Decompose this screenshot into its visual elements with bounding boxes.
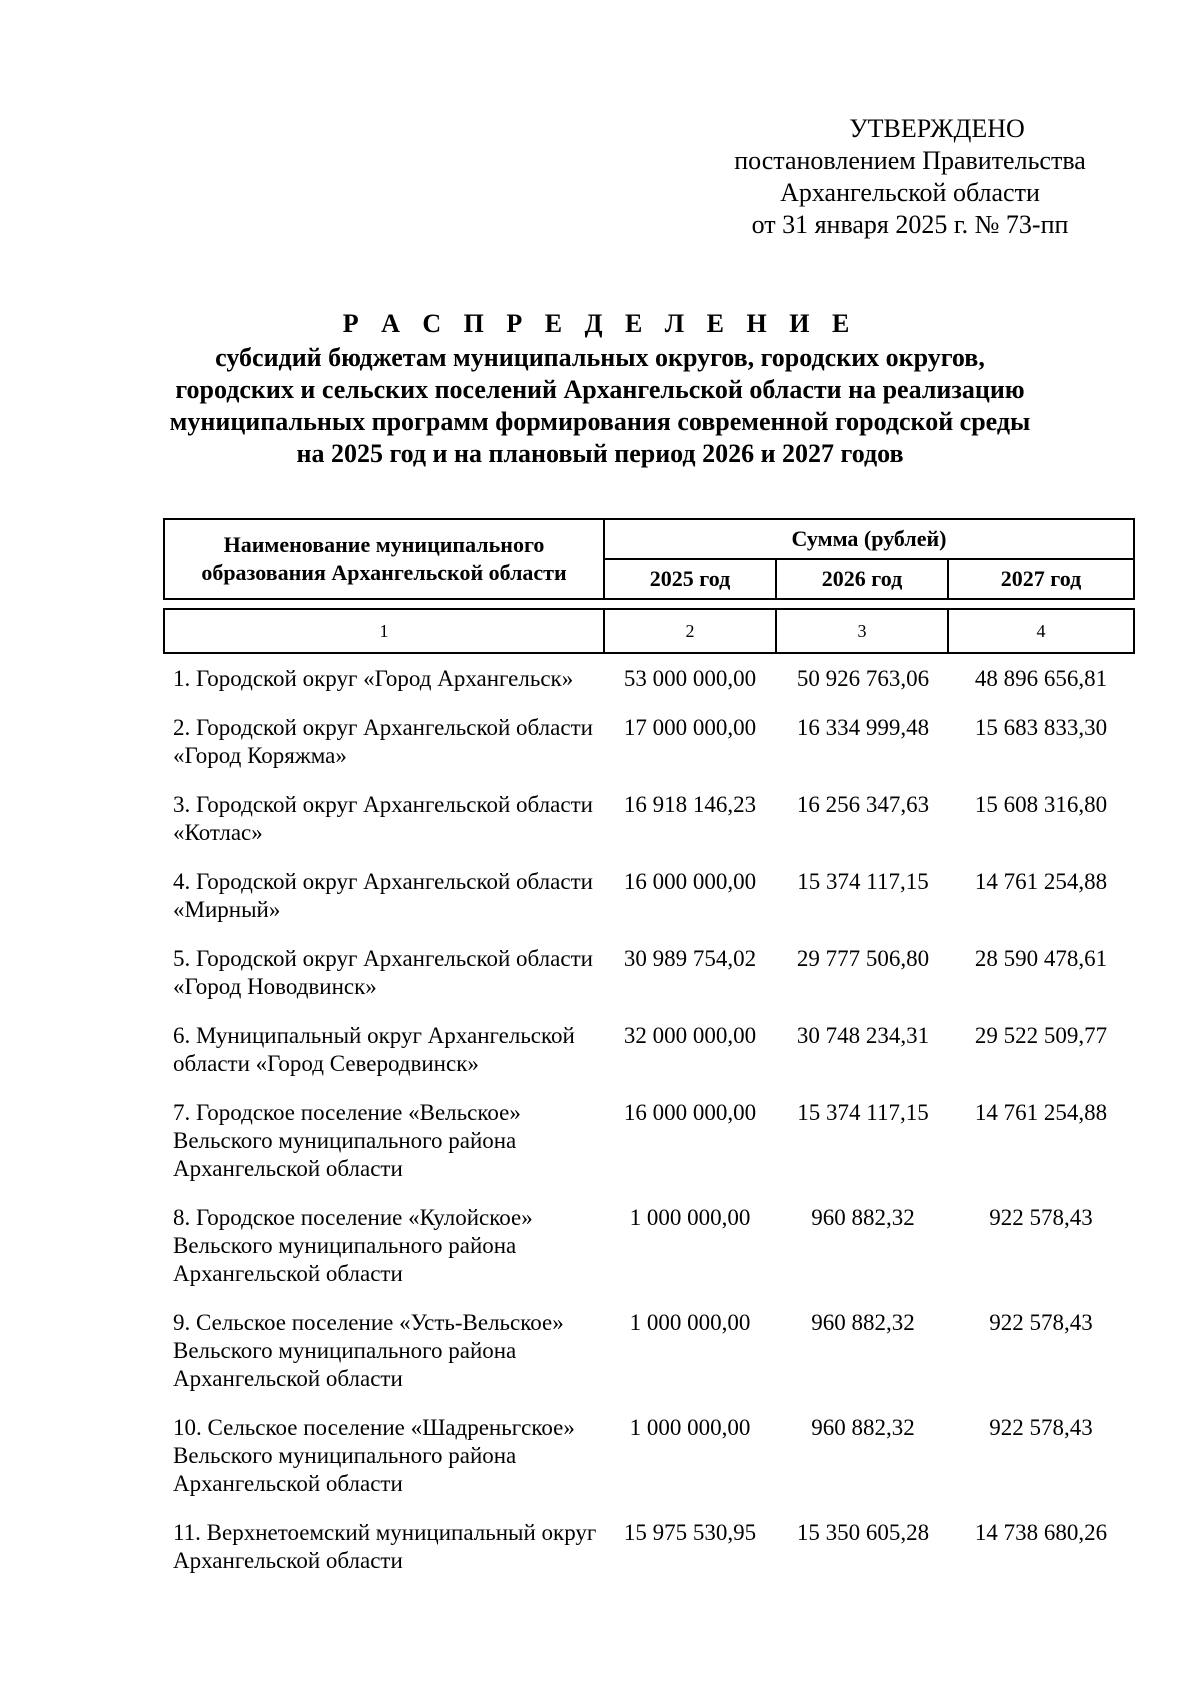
table-row [163,1309,1133,1393]
approval-date: от 31 января 2025 г. № 73-пп [751,210,1069,239]
row-name: 2. Городской округ Архангельской области «Город Коряжма» [173,715,593,768]
table-row [163,714,1133,770]
column-number: 3 [776,609,948,653]
row-value-2025: 17 000 000,00 [623,715,757,740]
column-number: 1 [164,609,604,653]
row-value-2027: 48 896 656,81 [974,666,1108,691]
header-sum: Сумма (рублей) [604,519,1134,559]
column-numbers-row [163,608,1135,654]
table-row [163,791,1133,847]
row-name: 9. Сельское поселение «Усть-Вельское» Вельского муниципального района Архангельской области [173,1310,564,1391]
header-year-2025: 2025 год [604,559,776,599]
row-value-2026: 16 256 347,63 [796,792,930,817]
row-name: 10. Сельское поселение «Шадреньгское» Вельского муниципального района Архангельской области [173,1415,575,1496]
document-subtitle-line: субсидий бюджетам муниципальных округов, городских округов, [215,343,985,372]
row-value-2025: 53 000 000,00 [623,666,757,691]
row-value-2025: 16 000 000,00 [623,1100,757,1125]
row-value-2027: 15 683 833,30 [974,715,1108,740]
row-value-2026: 29 777 506,80 [796,946,930,971]
row-name: 3. Городской округ Архангельской области «Котлас» [173,792,593,845]
header-year-2026: 2026 год [776,559,948,599]
row-value-2025: 1 000 000,00 [629,1205,751,1230]
table-row [163,665,1133,693]
row-value-2025: 16 918 146,23 [623,792,757,817]
table-row [163,1022,1133,1078]
row-name: 4. Городской округ Архангельской области «Мирный» [173,869,593,922]
document-subtitle-line: на 2025 год и на плановый период 2026 и 2027 годов [296,439,904,468]
header-municipality: Наименование муниципального образования Архангельской области [164,519,604,599]
row-value-2026: 960 882,32 [811,1415,915,1440]
approval-stamp [700,113,1120,241]
row-value-2026: 960 882,32 [811,1310,915,1335]
row-name: 6. Муниципальный округ Архангельской области «Город Северодвинск» [173,1023,575,1076]
row-value-2026: 15 374 117,15 [797,1100,929,1125]
table-row [163,945,1133,1001]
row-value-2025: 30 989 754,02 [623,946,757,971]
document-heading [150,308,1050,470]
row-value-2027: 28 590 478,61 [974,946,1108,971]
row-value-2026: 16 334 999,48 [796,715,930,740]
row-value-2026: 30 748 234,31 [796,1023,930,1048]
approval-line: постановлением Правительства [734,146,1086,175]
table-row [163,1099,1133,1183]
column-number: 4 [948,609,1134,653]
row-value-2025: 1 000 000,00 [629,1415,751,1440]
row-value-2025: 15 975 530,95 [623,1520,757,1545]
row-name: 8. Городское поселение «Кулойское» Вельского муниципального района Архангельской области [173,1205,533,1286]
row-name: 5. Городской округ Архангельской области «Город Новодвинск» [173,946,593,999]
row-value-2025: 16 000 000,00 [623,869,757,894]
table-body [163,665,1133,1575]
row-value-2027: 922 578,43 [989,1415,1093,1440]
row-value-2026: 15 374 117,15 [797,869,929,894]
column-number: 2 [604,609,776,653]
row-value-2026: 960 882,32 [811,1205,915,1230]
table-row [163,1204,1133,1288]
table-row [163,1414,1133,1498]
table-row [163,868,1133,924]
row-value-2025: 1 000 000,00 [629,1310,751,1335]
document-subtitle-line: муниципальных программ формирования современной городской среды [169,407,1031,436]
row-value-2027: 29 522 509,77 [974,1023,1108,1048]
table-row [163,1519,1133,1575]
row-value-2027: 922 578,43 [989,1205,1093,1230]
header-year-2027: 2027 год [948,559,1134,599]
row-name: 7. Городское поселение «Вельское» Вельского муниципального района Архангельской области [173,1100,521,1181]
row-value-2027: 922 578,43 [989,1310,1093,1335]
row-value-2026: 15 350 605,28 [796,1520,930,1545]
row-name: 1. Городской округ «Город Архангельск» [173,666,574,691]
row-name: 11. Верхнетоемский муниципальный округ Архангельской области [173,1520,597,1573]
document-title: Р А С П Р Е Д Е Л Е Н И Е [342,309,858,338]
row-value-2027: 14 761 254,88 [974,869,1108,894]
approval-line: Архангельской области [780,178,1040,207]
table-header [163,518,1135,600]
document-subtitle-line: городских и сельских поселений Архангельской области на реализацию [175,375,1025,404]
row-value-2027: 15 608 316,80 [974,792,1108,817]
row-value-2025: 32 000 000,00 [623,1023,757,1048]
approval-title: УТВЕРЖДЕНО [849,114,1025,143]
row-value-2026: 50 926 763,06 [796,666,930,691]
row-value-2027: 14 738 680,26 [974,1520,1108,1545]
row-value-2027: 14 761 254,88 [974,1100,1108,1125]
